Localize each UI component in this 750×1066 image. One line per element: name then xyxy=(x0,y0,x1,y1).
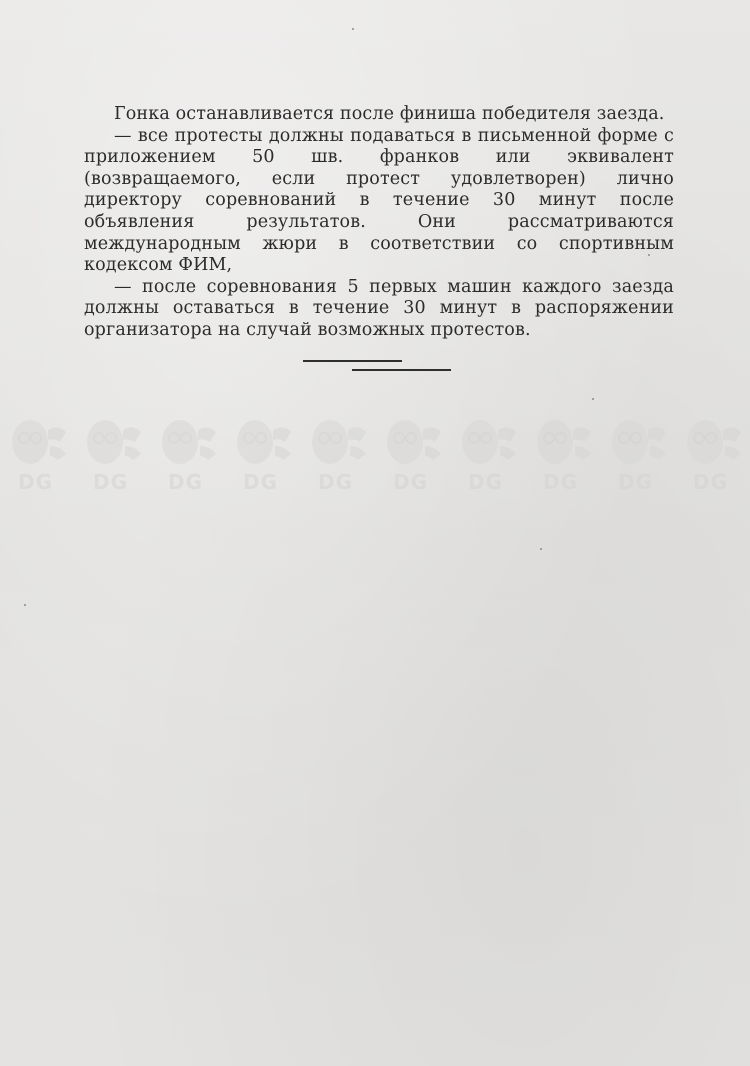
watermark-dg-label: DG xyxy=(618,470,654,494)
watermark-strip xyxy=(0,418,750,494)
watermark-logo xyxy=(675,418,750,494)
watermark-dg-label: DG xyxy=(543,470,579,494)
paragraph-machines: — после соревнования 5 первых машин каждого заезда должны оставаться в течение 30 минут в распоряжении организатора на случай возможных протестов. xyxy=(84,276,674,340)
watermark-dg-label: DG xyxy=(318,470,354,494)
paper-speck xyxy=(24,604,26,606)
paragraph-race-stop: Гонка останавливается после финиша победителя заезда. xyxy=(114,104,665,124)
watermark-logo xyxy=(450,418,525,494)
paper-speck xyxy=(648,254,650,256)
watermark-dg-label: DG xyxy=(93,470,129,494)
end-rule-upper xyxy=(303,360,402,362)
watermark-logo xyxy=(0,418,75,494)
watermark-dg-label: DG xyxy=(243,470,279,494)
watermark-logo xyxy=(600,418,675,494)
watermark-logo xyxy=(525,418,600,494)
watermark-dg-label: DG xyxy=(693,470,729,494)
paper-speck xyxy=(592,398,594,400)
watermark-logo xyxy=(300,418,375,494)
paper-speck xyxy=(352,28,354,30)
paper-speck xyxy=(540,548,542,550)
paragraph-protests: — все протесты должны подаваться в письменной форме с приложением 50 шв. франков или эквивалент (возвращаемого, если протест удовлетворен) лично директору соревнований в течение 30 минут после объявления результатов. Они рассматриваются международным жюри в соответствии со спортивным кодексом ФИМ, xyxy=(84,125,674,276)
watermark-dg-label: DG xyxy=(168,470,204,494)
end-rule-lower xyxy=(352,369,451,371)
watermark-logo xyxy=(375,418,450,494)
watermark-dg-label: DG xyxy=(18,470,54,494)
watermark-logo xyxy=(75,418,150,494)
body-text xyxy=(84,104,674,342)
watermark-logo xyxy=(150,418,225,494)
watermark-logo xyxy=(225,418,300,494)
watermark-dg-label: DG xyxy=(393,470,429,494)
watermark-dg-label: DG xyxy=(468,470,504,494)
